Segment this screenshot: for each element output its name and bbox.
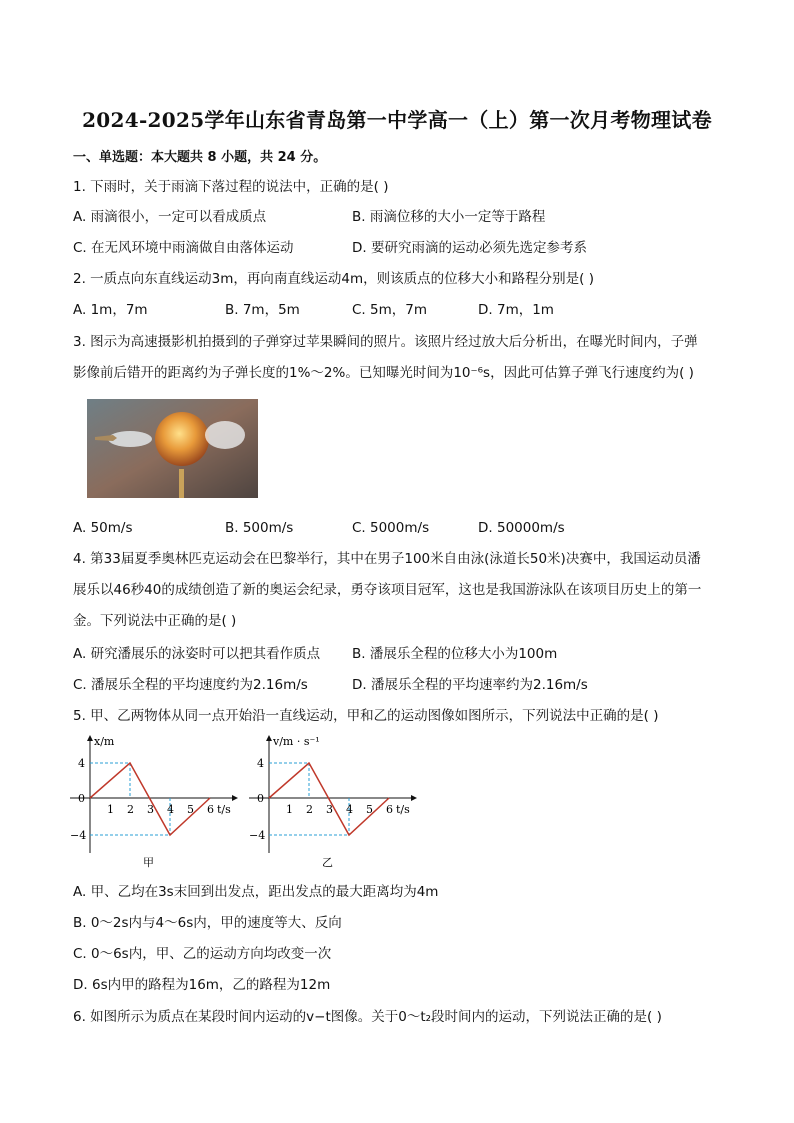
x-tick-6: 6 xyxy=(386,803,393,816)
y-axis-label: v/m · s⁻¹ xyxy=(273,735,320,748)
x-axis-label: t/s xyxy=(396,803,410,816)
y-axis-label: x/m xyxy=(94,735,115,748)
y-tick-4: 4 xyxy=(257,757,264,770)
question-2-option-c: C. 5m，7m xyxy=(352,302,427,318)
x-axis-arrow xyxy=(411,795,417,801)
x-tick-4: 4 xyxy=(167,803,174,816)
question-4-line-1: 4. 第33届夏季奥林匹克运动会在巴黎举行，其中在男子100米自由泳(泳道长50米)决赛中，我国运动员潘 xyxy=(73,551,701,567)
graph-yi xyxy=(249,733,419,873)
question-3-option-d: D. 50000m/s xyxy=(478,520,565,536)
question-3-line-2: 影像前后错开的距离约为子弹长度的1%～2%。已知曝光时间为10⁻⁶s，因此可估算子弹飞行速度约为( ) xyxy=(73,365,694,381)
x-tick-5: 5 xyxy=(366,803,373,816)
x-tick-3: 3 xyxy=(147,803,154,816)
x-tick-3: 3 xyxy=(326,803,333,816)
question-1-option-c: C. 在无风环境中雨滴做自由落体运动 xyxy=(73,240,294,256)
question-2-stem: 2. 一质点向东直线运动3m，再向南直线运动4m，则该质点的位移大小和路程分别是( ) xyxy=(73,271,594,287)
question-3-option-b: B. 500m/s xyxy=(225,520,294,536)
section-heading: 一、单选题：本大题共 8 小题，共 24 分。 xyxy=(73,150,327,165)
x-axis-label: t/s xyxy=(217,803,231,816)
question-4-option-d: D. 潘展乐全程的平均速率约为2.16m/s xyxy=(352,677,588,693)
question-4-option-a: A. 研究潘展乐的泳姿时可以把其看作质点 xyxy=(73,646,321,662)
question-4-option-b: B. 潘展乐全程的位移大小为100m xyxy=(352,646,558,662)
velocity-line xyxy=(269,763,389,835)
question-2-option-b: B. 7m，5m xyxy=(225,302,300,318)
question-5-stem: 5. 甲、乙两物体从同一点开始沿一直线运动，甲和乙的运动图像如图所示，下列说法中正确的是( ) xyxy=(73,708,659,724)
question-1-option-d: D. 要研究雨滴的运动必须先选定参考系 xyxy=(352,240,587,256)
question-3-line-1: 3. 图示为高速摄影机拍摄到的子弹穿过苹果瞬间的照片。该照片经过放大后分析出，在曝光时间内，子弹 xyxy=(73,334,698,350)
graph-caption: 乙 xyxy=(322,856,333,869)
x-tick-6: 6 xyxy=(207,803,214,816)
question-5-option-c: C. 0～6s内，甲、乙的运动方向均改变一次 xyxy=(73,946,332,962)
question-1-option-a: A. 雨滴很小，一定可以看成质点 xyxy=(73,209,267,225)
x-tick-1: 1 xyxy=(286,803,293,816)
y-tick-neg4: −4 xyxy=(70,829,87,842)
page-title: 2024-2025学年山东省青岛第一中学高一（上）第一次月考物理试卷 xyxy=(82,108,712,132)
question-4-line-2: 展乐以46秒40的成绩创造了新的奥运会纪录，勇夺该项目冠军，这也是我国游泳队在该项目历史上的第一 xyxy=(73,582,702,598)
question-4-line-3: 金。下列说法中正确的是( ) xyxy=(73,613,237,629)
y-axis-arrow xyxy=(87,735,93,741)
y-tick-4: 4 xyxy=(78,757,85,770)
question-3-option-a: A. 50m/s xyxy=(73,520,133,536)
question-1-option-b: B. 雨滴位移的大小一定等于路程 xyxy=(352,209,546,225)
motion-line xyxy=(90,763,210,835)
x-tick-2: 2 xyxy=(306,803,313,816)
x-tick-5: 5 xyxy=(187,803,194,816)
question-5-option-a: A. 甲、乙均在3s末回到出发点，距出发点的最大距离均为4m xyxy=(73,884,439,900)
question-4-option-c: C. 潘展乐全程的平均速度约为2.16m/s xyxy=(73,677,308,693)
question-2-option-a: A. 1m，7m xyxy=(73,302,148,318)
question-6-stem: 6. 如图所示为质点在某段时间内运动的v−t图像。关于0～t₂段时间内的运动，下列说法正确的是( ) xyxy=(73,1009,662,1025)
question-5-option-d: D. 6s内甲的路程为16m，乙的路程为12m xyxy=(73,977,331,993)
question-2-option-d: D. 7m，1m xyxy=(478,302,554,318)
y-axis-arrow xyxy=(266,735,272,741)
question-5-option-b: B. 0～2s内与4～6s内，甲的速度等大、反向 xyxy=(73,915,342,931)
x-tick-1: 1 xyxy=(107,803,114,816)
bullet-apple-photo xyxy=(87,399,258,498)
y-tick-neg4: −4 xyxy=(249,829,266,842)
question-3-option-c: C. 5000m/s xyxy=(352,520,430,536)
y-tick-0: 0 xyxy=(257,792,264,805)
y-tick-0: 0 xyxy=(78,792,85,805)
x-tick-4: 4 xyxy=(346,803,353,816)
graph-jia xyxy=(70,733,240,873)
graph-caption: 甲 xyxy=(143,856,154,869)
question-1-stem: 1. 下雨时，关于雨滴下落过程的说法中，正确的是( ) xyxy=(73,179,389,195)
x-tick-2: 2 xyxy=(127,803,134,816)
x-axis-arrow xyxy=(232,795,238,801)
